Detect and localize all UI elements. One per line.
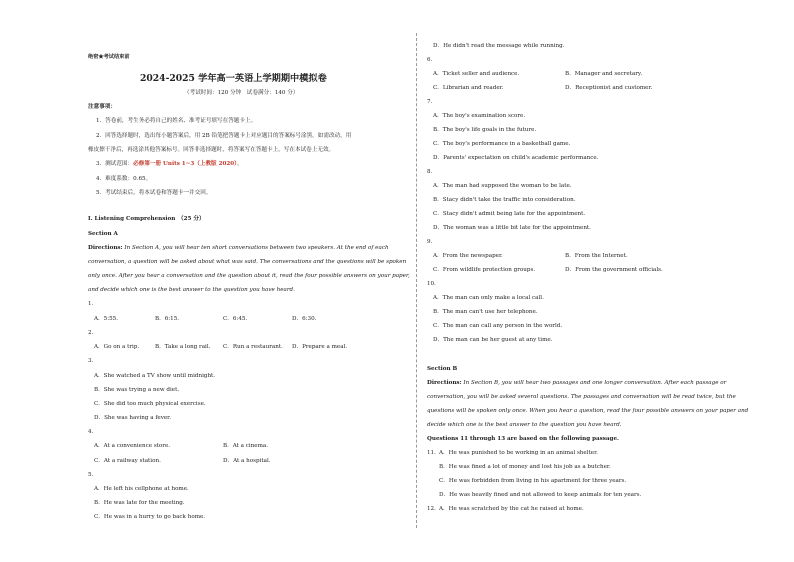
option-b: B．He was fined a lot of money and lost his job as a butcher. xyxy=(439,464,611,470)
question-number: 5． xyxy=(88,472,98,478)
option-a: A．The man can only make a local call. xyxy=(433,295,544,301)
option-b: B．Manager and secretary. xyxy=(565,71,643,77)
option-d: D．The man can be her guest at any time. xyxy=(433,337,553,343)
note-1: 1．答卷前，考生务必将自己的姓名、准考证号填写在答题卡上。 xyxy=(96,118,257,124)
question-number: 7． xyxy=(427,99,437,105)
note-3-suffix: 。 xyxy=(236,161,243,167)
option-b: B．Stacy didn't take the traffic into consideration. xyxy=(433,197,576,203)
option-d: D．Parents' expectation on child's academic performance. xyxy=(433,155,599,161)
option-b: B．The boy's life goals in the future. xyxy=(433,127,537,133)
part1-heading: I. Listening Comprehension （25 分） xyxy=(88,216,205,222)
option-d: D．The woman was a little bit late for the appointment. xyxy=(433,225,591,231)
option-d: D．He was heavily fined and not allowed to keep animals for ten years. xyxy=(439,492,642,498)
option-a: A．He left his cellphone at home. xyxy=(94,486,189,492)
option-b: B．Take a long rail. xyxy=(155,344,211,350)
option-c: C．6:45. xyxy=(223,316,248,322)
option-c: C．The man can call any person in the world. xyxy=(433,323,563,329)
secret-tag: 绝密★考试结束前 xyxy=(88,54,130,60)
question-number: 6． xyxy=(427,57,437,63)
section-a-directions-2: conversation, a question will be asked about what was said. The conversations and the questions will be spoken xyxy=(88,259,407,265)
question-number: 10． xyxy=(427,281,440,287)
option-c: C．Stacy didn't admit being late for the appointment. xyxy=(433,211,586,217)
option-b: B．He was late for the meeting. xyxy=(94,500,185,506)
test-scope: 必修第一册 Units 1~3（上教版 2020） xyxy=(133,161,237,167)
option-c: C．At a railway station. xyxy=(94,458,161,464)
option-c: C．She did too much physical exercise. xyxy=(94,401,206,407)
option-d: D．From the government officials. xyxy=(565,267,663,273)
option-d: D．He didn't read the message while running. xyxy=(433,43,565,49)
note-2b: 橡皮擦干净后，再选涂其他答案标号。回答非选择题时，将答案写在答题卡上。写在本试卷上无效。 xyxy=(88,147,335,153)
notes-heading: 注意事项： xyxy=(88,104,116,110)
section-b-directions-3: questions will be spoken only once. When you hear a question, read the four possible answers on your paper and xyxy=(427,408,749,414)
question-number: 11． xyxy=(427,450,440,456)
option-c: C．Librarian and reader. xyxy=(433,85,504,91)
section-a-directions-4: and decide which one is the best answer to the question you have heard. xyxy=(88,287,295,293)
exam-subtitle: （考试时间：120 分钟 试卷满分：140 分） xyxy=(184,90,299,96)
question-number: 1． xyxy=(88,301,98,307)
option-a: A．5:55. xyxy=(94,316,118,322)
question-number: 3． xyxy=(88,358,98,364)
directions-label: Directions: xyxy=(427,380,462,386)
option-a: A．He was scratched by the cat he raised at home. xyxy=(439,506,584,512)
option-a: A．From the newspaper. xyxy=(433,253,503,259)
question-number: 9． xyxy=(427,239,437,245)
option-a: A．Ticket seller and audience. xyxy=(433,71,520,77)
question-number: 2． xyxy=(88,330,98,336)
option-d: D．Prepare a meal. xyxy=(292,344,348,350)
option-a: A．The man had supposed the woman to be late. xyxy=(433,183,572,189)
note-5: 5．考试结束后，将本试卷和答题卡一并交回。 xyxy=(96,190,212,196)
option-b: B．She was trying a new diet. xyxy=(94,387,180,393)
section-a-heading: Section A xyxy=(88,231,118,237)
option-c: C．From wildlife protection groups. xyxy=(433,267,536,273)
option-a: A．She watched a TV show until midnight. xyxy=(94,373,216,379)
note-4: 4．难度系数：0.65。 xyxy=(96,176,152,182)
section-b-directions-2: conversation, you will be asked several questions. The passages and conversation will be read twice, but the xyxy=(427,394,736,400)
option-c: C．He was forbidden from living in his apartment for three years. xyxy=(439,478,627,484)
note-2a: 2．回答选择题时，选出每小题答案后，用 2B 铅笔把答题卡上对应题目的答案标号涂黑。如需改动，用 xyxy=(96,133,352,139)
question-number: 4． xyxy=(88,429,98,435)
section-b-directions-4: decide which one is the best answer to the question you have heard. xyxy=(427,422,622,428)
option-d: D．6:30. xyxy=(292,316,317,322)
directions-label: Directions: xyxy=(88,245,123,251)
question-number: 8． xyxy=(427,169,437,175)
question-number: 12． xyxy=(427,506,440,512)
option-a: A．He was punished to be working in an animal shelter. xyxy=(439,450,598,456)
option-b: B．The man can't use her telephone. xyxy=(433,309,538,315)
section-a-directions-3: only once. After you hear a conversation and the question about it, read the four possible answers on your paper, xyxy=(88,273,410,279)
section-a-directions-1: Directions: In Section A, you will hear ten short conversations between two speakers. At the end of each xyxy=(88,245,389,251)
option-d: D．She was having a fever. xyxy=(94,415,172,421)
option-d: D．At a hospital. xyxy=(223,458,271,464)
option-b: B．At a cinema. xyxy=(223,443,269,449)
option-b: B．From the Internet. xyxy=(565,253,628,259)
note-3 xyxy=(96,161,243,168)
option-a: A．Go on a trip. xyxy=(94,344,140,350)
option-c: C．Run a restaurant. xyxy=(223,344,283,350)
section-b-directions-1: Directions: In Section B, you will hear two passages and one longer conversation. After each passage or xyxy=(427,380,727,386)
option-c: C．He was in a hurry to go back home. xyxy=(94,514,206,520)
option-b: B．6:15. xyxy=(155,316,180,322)
option-d: D．Receptionist and customer. xyxy=(565,85,653,91)
option-a: A．At a convenience store. xyxy=(94,443,171,449)
option-c: C．The boy's performance in a basketball game. xyxy=(433,141,571,147)
section-b-heading: Section B xyxy=(427,366,458,372)
column-divider xyxy=(416,33,417,528)
option-a: A．The boy's examination score. xyxy=(433,113,526,119)
page-title: 2024-2025 学年高一英语上学期期中模拟卷 xyxy=(140,73,327,84)
passage-note: Questions 11 through 13 are based on the following passage. xyxy=(427,436,619,442)
note-3-prefix: 3．测试范围： xyxy=(96,161,134,167)
